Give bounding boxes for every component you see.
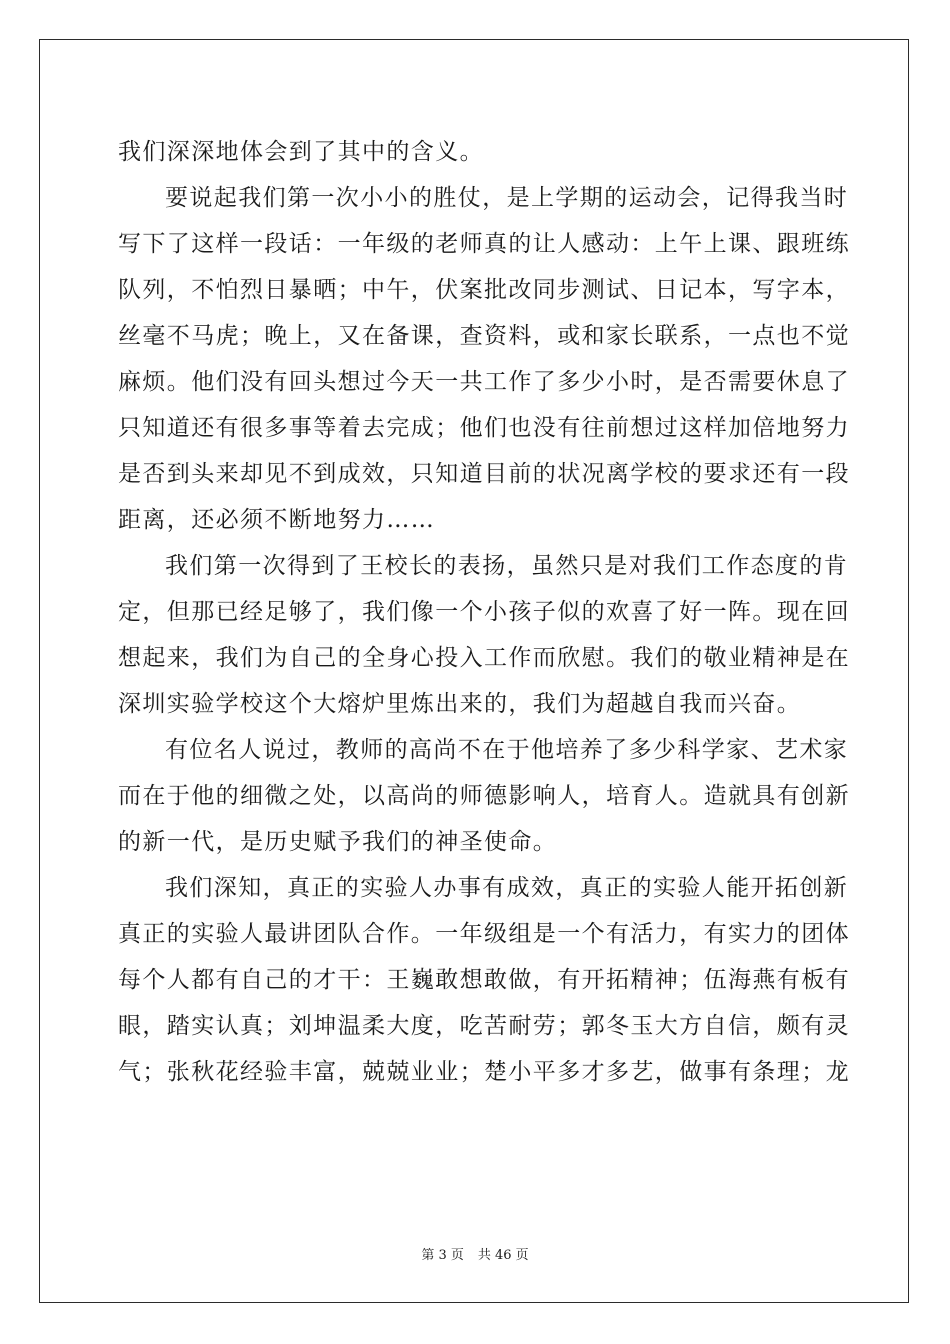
text-line-3: 写下了这样一段话：一年级的老师真的让人感动：上午上课、跟班练 <box>118 231 850 257</box>
text-line-17: 我们深知，真正的实验人办事有成效，真正的实验人能开拓创新 <box>165 875 849 901</box>
text-line-20: 眼，踏实认真；刘坤温柔大度，吃苦耐劳；郭冬玉大方自信，颇有灵 <box>118 1013 850 1039</box>
text-line-7: 只知道还有很多事等着去完成；他们也没有往前想过这样加倍地努力 <box>118 415 850 441</box>
text-line-16: 的新一代，是历史赋予我们的神圣使命。 <box>118 829 558 855</box>
text-line-1: 我们深深地体会到了其中的含义。 <box>118 139 484 165</box>
text-line-9: 距离，还必须不断地努力…… <box>118 507 436 533</box>
text-line-21: 气；张秋花经验丰富，兢兢业业；楚小平多才多艺，做事有条理；龙 <box>118 1059 850 1085</box>
text-line-19: 每个人都有自己的才干：王巍敢想敢做，有开拓精神；伍海燕有板有 <box>118 967 850 993</box>
page-total: 共 46 页 <box>477 1248 529 1263</box>
text-line-8: 是否到头来却见不到成效，只知道目前的状况离学校的要求还有一段 <box>118 461 850 487</box>
text-line-10: 我们第一次得到了王校长的表扬，虽然只是对我们工作态度的肯 <box>165 553 849 579</box>
text-line-6: 麻烦。他们没有回头想过今天一共工作了多少小时，是否需要休息了 <box>118 369 850 395</box>
text-line-12: 想起来，我们为自己的全身心投入工作而欣慰。我们的敬业精神是在 <box>118 645 850 671</box>
text-line-18: 真正的实验人最讲团队合作。一年级组是一个有活力，有实力的团体 <box>118 921 850 947</box>
text-line-4: 队列，不怕烈日暴晒；中午，伏案批改同步测试、日记本，写字本， <box>118 277 850 303</box>
text-line-2: 要说起我们第一次小小的胜仗，是上学期的运动会，记得我当时 <box>165 185 849 211</box>
text-line-15: 而在于他的细微之处，以高尚的师德影响人，培育人。造就具有创新 <box>118 783 850 809</box>
page-number: 第 3 页 <box>421 1248 464 1263</box>
text-line-13: 深圳实验学校这个大熔炉里炼出来的，我们为超越自我而兴奋。 <box>118 691 802 717</box>
document-body <box>118 129 850 1095</box>
text-line-14: 有位名人说过，教师的高尚不在于他培养了多少科学家、艺术家 <box>165 737 849 763</box>
page-footer <box>0 1247 950 1265</box>
text-line-5: 丝毫不马虎；晚上，又在备课，查资料，或和家长联系，一点也不觉 <box>118 323 850 349</box>
text-line-11: 定，但那已经足够了，我们像一个小孩子似的欢喜了好一阵。现在回 <box>118 599 850 625</box>
